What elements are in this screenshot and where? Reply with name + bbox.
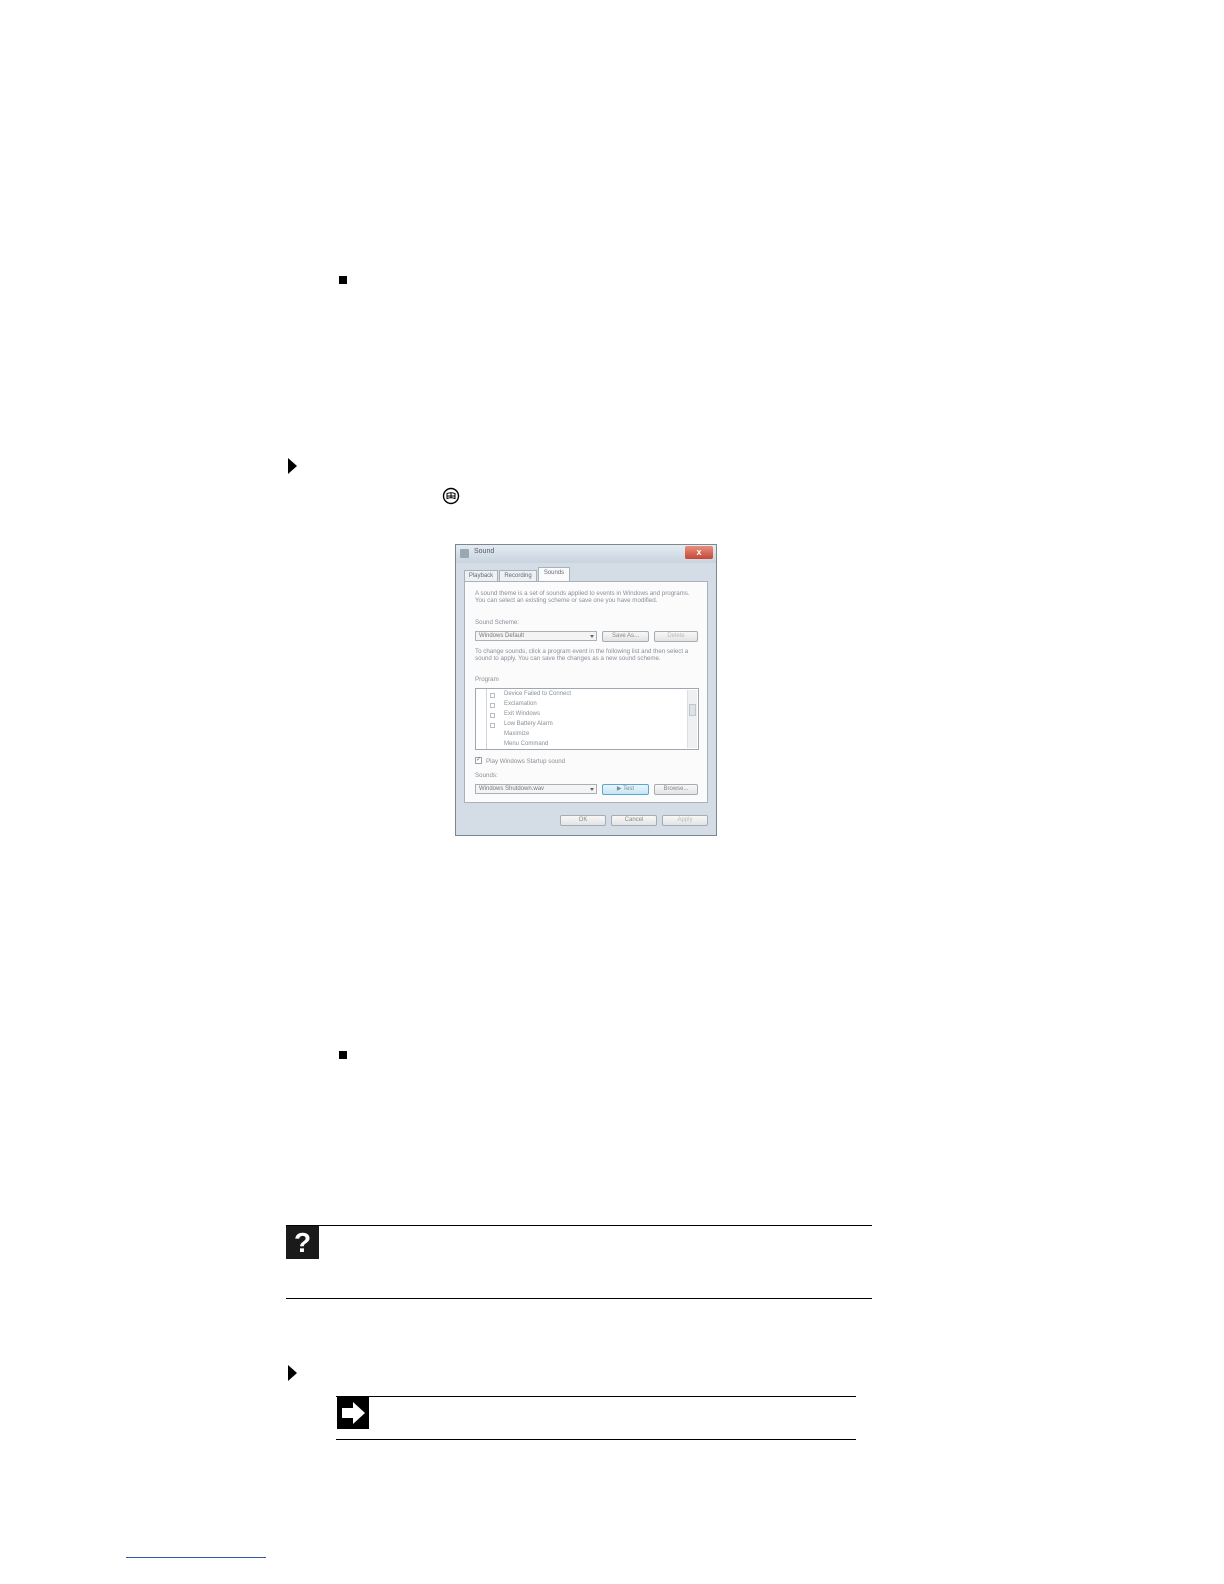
instructions-text: To change sounds, click a program event in the following list and then select a sound to apply. You can save the changes as a new sound scheme. bbox=[475, 648, 689, 662]
chevron-down-icon bbox=[590, 635, 594, 638]
play-icon: ▶ bbox=[616, 786, 622, 792]
list-item[interactable]: Maximize bbox=[504, 731, 530, 737]
startup-sound-checkbox[interactable]: ✓ bbox=[476, 757, 482, 763]
scrollbar-thumb[interactable] bbox=[689, 704, 696, 716]
sounds-label: Sounds: bbox=[475, 772, 498, 779]
tab-sounds[interactable]: Sounds bbox=[538, 567, 570, 582]
sounds-select[interactable] bbox=[475, 784, 597, 794]
square-bullet-icon bbox=[339, 1051, 347, 1059]
tree-line bbox=[486, 689, 487, 750]
list-item[interactable]: Device Failed to Connect bbox=[504, 691, 572, 697]
browse-button[interactable]: Browse... bbox=[654, 784, 698, 795]
ok-button[interactable]: OK bbox=[560, 815, 606, 826]
speaker-icon bbox=[490, 693, 495, 698]
startup-sound-label: Play Windows Startup sound bbox=[486, 758, 566, 765]
apply-button[interactable]: Apply bbox=[662, 815, 708, 826]
tab-playback[interactable]: Playback bbox=[464, 570, 498, 581]
speaker-icon bbox=[490, 703, 495, 708]
triangle-marker-icon bbox=[288, 1365, 297, 1381]
cancel-button[interactable]: Cancel bbox=[611, 815, 657, 826]
scheme-label: Sound Scheme: bbox=[475, 619, 520, 626]
note-arrow-icon bbox=[337, 1397, 369, 1429]
chevron-down-icon bbox=[590, 788, 594, 791]
note-box-top-rule bbox=[336, 1396, 856, 1397]
scheme-select-value: Windows Default bbox=[479, 633, 525, 639]
list-scrollbar[interactable] bbox=[687, 690, 697, 748]
scheme-description: A sound theme is a set of sounds applied to events in Windows and programs. You can select an existing scheme or save one you have modified. bbox=[475, 590, 690, 604]
triangle-marker-icon bbox=[288, 458, 297, 474]
dialog-title: Sound bbox=[474, 548, 495, 555]
footer-link-rule bbox=[126, 1557, 266, 1558]
help-icon: ? bbox=[286, 1226, 319, 1259]
windows-start-icon bbox=[442, 487, 460, 505]
speaker-icon bbox=[460, 549, 469, 558]
tab-recording[interactable]: Recording bbox=[499, 570, 537, 581]
square-bullet-icon bbox=[339, 276, 347, 284]
scheme-select[interactable] bbox=[475, 631, 597, 641]
dialog-titlebar bbox=[456, 545, 716, 563]
test-button[interactable] bbox=[602, 784, 649, 795]
list-item[interactable]: Menu Command bbox=[504, 741, 549, 747]
sounds-panel bbox=[464, 581, 708, 803]
delete-button[interactable]: Delete bbox=[654, 631, 698, 642]
program-events-list[interactable] bbox=[475, 688, 699, 750]
list-item[interactable]: Exclamation bbox=[504, 701, 537, 707]
speaker-icon bbox=[490, 713, 495, 718]
sound-dialog bbox=[455, 544, 717, 836]
close-button[interactable]: x bbox=[685, 546, 713, 559]
help-box-bottom-rule bbox=[286, 1298, 872, 1299]
help-box-top-rule bbox=[286, 1225, 872, 1226]
save-as-button[interactable]: Save As... bbox=[602, 631, 649, 642]
note-box-bottom-rule bbox=[336, 1439, 856, 1440]
list-item[interactable]: Exit Windows bbox=[504, 711, 541, 717]
speaker-icon bbox=[490, 723, 495, 728]
sounds-select-value: Windows Shutdown.wav bbox=[479, 786, 545, 792]
test-button-label: Test bbox=[623, 786, 635, 792]
program-label: Program bbox=[475, 676, 499, 683]
list-item[interactable]: Low Battery Alarm bbox=[504, 721, 553, 727]
